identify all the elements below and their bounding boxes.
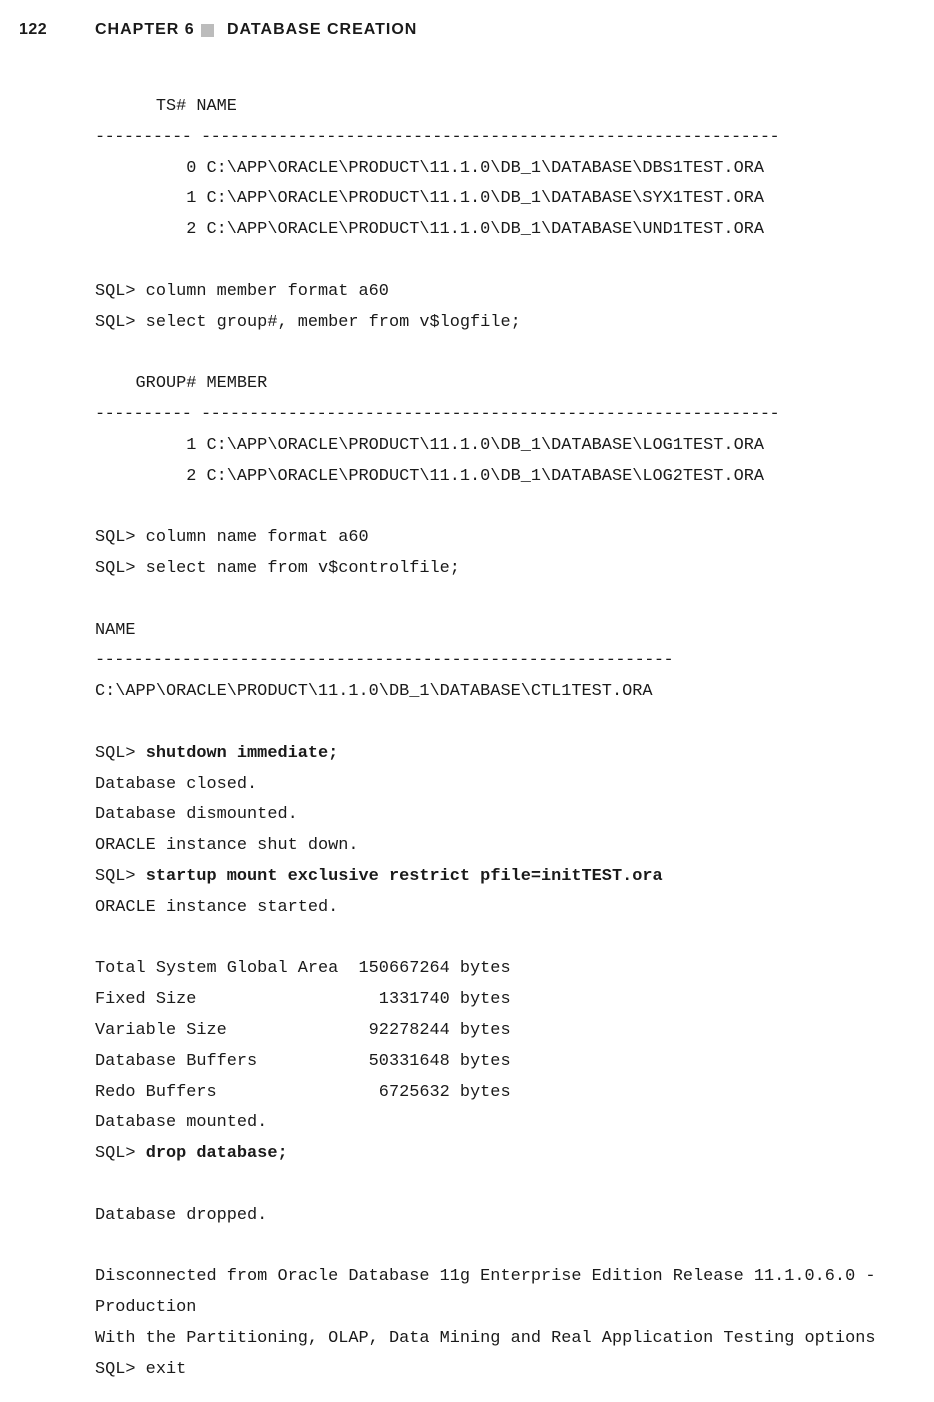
code-line: 0 C:\APP\ORACLE\PRODUCT\11.1.0\DB_1\DATABASE\DBS1TEST.ORA: [95, 158, 764, 178]
sql-command: startup mount exclusive restrict pfile=initTEST.ora: [145, 866, 663, 886]
code-line: [95, 1231, 915, 1262]
code-line: ORACLE instance started.: [95, 897, 339, 917]
code-line: ------------------------------------------------------------: [95, 651, 674, 671]
code-line: [95, 1170, 915, 1201]
code-line: [95, 739, 915, 770]
code-line: ---------- ------------------------------------------------------------: [95, 127, 780, 147]
code-line: With the Partitioning, OLAP, Data Mining and Real Application Testing options: [95, 1328, 876, 1348]
running-header: [0, 19, 934, 43]
code-line: [95, 924, 915, 955]
code-line: Total System Global Area 150667264 bytes: [95, 959, 511, 979]
sql-command: shutdown immediate;: [145, 743, 339, 763]
code-line: ---------- ------------------------------------------------------------: [95, 404, 780, 424]
sql-code-listing: [95, 92, 915, 1385]
code-line: SQL> column name format a60: [95, 528, 369, 548]
code-line: [95, 862, 915, 893]
code-line: 2 C:\APP\ORACLE\PRODUCT\11.1.0\DB_1\DATABASE\LOG2TEST.ORA: [95, 466, 764, 486]
code-line: ORACLE instance shut down.: [95, 836, 359, 856]
code-line: 2 C:\APP\ORACLE\PRODUCT\11.1.0\DB_1\DATABASE\UND1TEST.ORA: [95, 220, 764, 240]
code-line: [95, 708, 915, 739]
code-line: Production: [95, 1298, 197, 1318]
code-line: SQL> column member format a60: [95, 281, 389, 301]
code-line: Database Buffers 50331648 bytes: [95, 1051, 511, 1071]
chapter-label: CHAPTER 6: [95, 21, 195, 38]
code-line: Database dropped.: [95, 1205, 268, 1225]
code-line: SQL> select group#, member from v$logfile;: [95, 312, 521, 332]
sql-prompt: SQL>: [95, 743, 146, 763]
code-line: GROUP# MEMBER: [95, 374, 268, 394]
code-line: SQL> select name from v$controlfile;: [95, 558, 460, 578]
sql-prompt: SQL>: [95, 1144, 146, 1164]
sql-command: drop database;: [145, 1144, 288, 1164]
code-line: 1 C:\APP\ORACLE\PRODUCT\11.1.0\DB_1\DATABASE\LOG1TEST.ORA: [95, 435, 764, 455]
code-line: Fixed Size 1331740 bytes: [95, 990, 511, 1010]
page-number: 122: [19, 21, 48, 38]
sql-prompt: SQL>: [95, 866, 146, 886]
code-line: Database dismounted.: [95, 805, 298, 825]
code-line: [95, 1139, 915, 1170]
code-line: SQL> exit: [95, 1359, 187, 1379]
code-line: [95, 338, 915, 369]
code-line: C:\APP\ORACLE\PRODUCT\11.1.0\DB_1\DATABASE\CTL1TEST.ORA: [95, 682, 653, 702]
code-line: 1 C:\APP\ORACLE\PRODUCT\11.1.0\DB_1\DATABASE\SYX1TEST.ORA: [95, 189, 764, 209]
header-separator-square: [201, 24, 214, 37]
code-line: [95, 585, 915, 616]
code-line: Database closed.: [95, 774, 258, 794]
code-line: NAME: [95, 620, 136, 640]
code-line: Variable Size 92278244 bytes: [95, 1020, 511, 1040]
code-line: TS# NAME: [95, 97, 237, 116]
chapter-title: DATABASE CREATION: [227, 21, 418, 38]
code-line: [95, 492, 915, 523]
code-line: [95, 246, 915, 277]
code-line: Disconnected from Oracle Database 11g Enterprise Edition Release 11.1.0.6.0 -: [95, 1267, 876, 1287]
code-line: Database mounted.: [95, 1113, 268, 1133]
code-line: Redo Buffers 6725632 bytes: [95, 1082, 511, 1102]
